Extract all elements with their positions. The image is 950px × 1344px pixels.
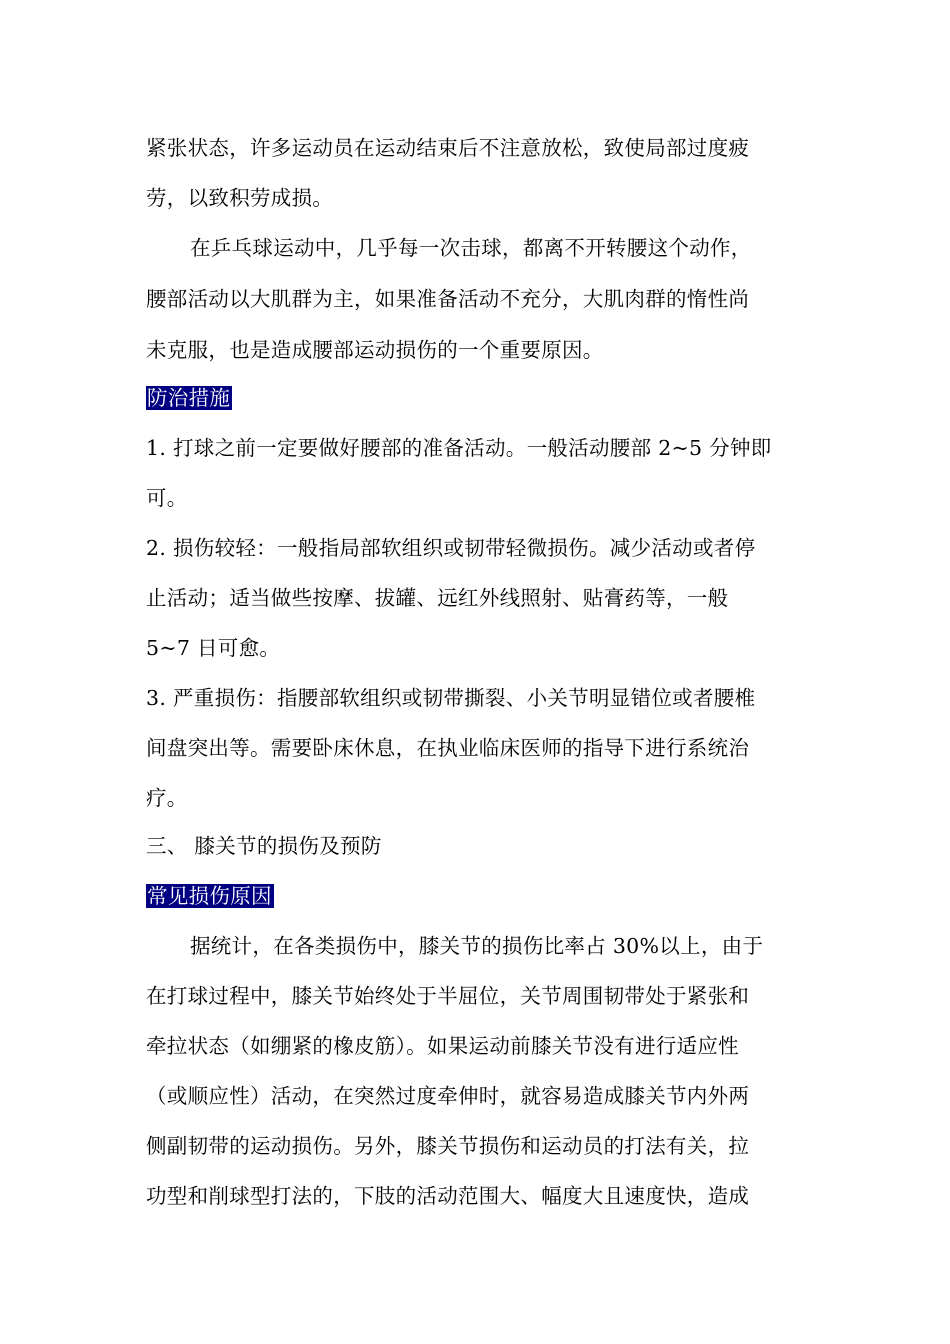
highlighted-heading-text: 常见损伤原因 — [147, 884, 272, 908]
list-item-line: 疗。 — [146, 786, 188, 810]
list-item-line: 间盘突出等。需要卧床休息，在执业临床医师的指导下进行系统治 — [146, 736, 750, 760]
section-heading-causes — [146, 882, 274, 910]
highlighted-heading-text: 防治措施 — [147, 386, 231, 410]
paragraph-line: 紧张状态，许多运动员在运动结束后不注意放松，致使局部过度疲 — [146, 136, 750, 160]
paragraph-line: 在打球过程中，膝关节始终处于半屈位，关节周围韧带处于紧张和 — [146, 984, 750, 1008]
paragraph-line: 功型和削球型打法的，下肢的活动范围大、幅度大且速度快，造成 — [146, 1184, 750, 1208]
section-heading-prevention — [146, 384, 232, 412]
list-item-line: 可。 — [146, 486, 188, 510]
list-item-line: 3. 严重损伤：指腰部软组织或韧带撕裂、小关节明显错位或者腰椎 — [146, 686, 756, 710]
list-item-line: 5~7 日可愈。 — [146, 636, 281, 660]
paragraph-line: 在乒乓球运动中，几乎每一次击球，都离不开转腰这个动作， — [190, 236, 752, 260]
section-title-knee: 三、 膝关节的损伤及预防 — [146, 834, 382, 858]
list-item-line: 2. 损伤较轻：一般指局部软组织或韧带轻微损伤。减少活动或者停 — [146, 536, 756, 560]
paragraph-line: 腰部活动以大肌群为主，如果准备活动不充分，大肌肉群的惰性尚 — [146, 287, 750, 311]
paragraph-line: 牵拉状态（如绷紧的橡皮筋）。如果运动前膝关节没有进行适应性 — [146, 1034, 739, 1058]
list-item-line: 止活动；适当做些按摩、拔罐、远红外线照射、贴膏药等，一般 — [146, 586, 729, 610]
paragraph-line: 劳，以致积劳成损。 — [146, 186, 334, 210]
list-item-line: 1. 打球之前一定要做好腰部的准备活动。一般活动腰部 2~5 分钟即 — [146, 436, 772, 460]
paragraph-line: 未克服，也是造成腰部运动损伤的一个重要原因。 — [146, 338, 604, 362]
paragraph-line: 侧副韧带的运动损伤。另外，膝关节损伤和运动员的打法有关，拉 — [146, 1134, 750, 1158]
paragraph-line: （或顺应性）活动，在突然过度牵伸时，就容易造成膝关节内外两 — [146, 1084, 750, 1108]
paragraph-line: 据统计，在各类损伤中，膝关节的损伤比率占 30%以上，由于 — [190, 934, 764, 958]
